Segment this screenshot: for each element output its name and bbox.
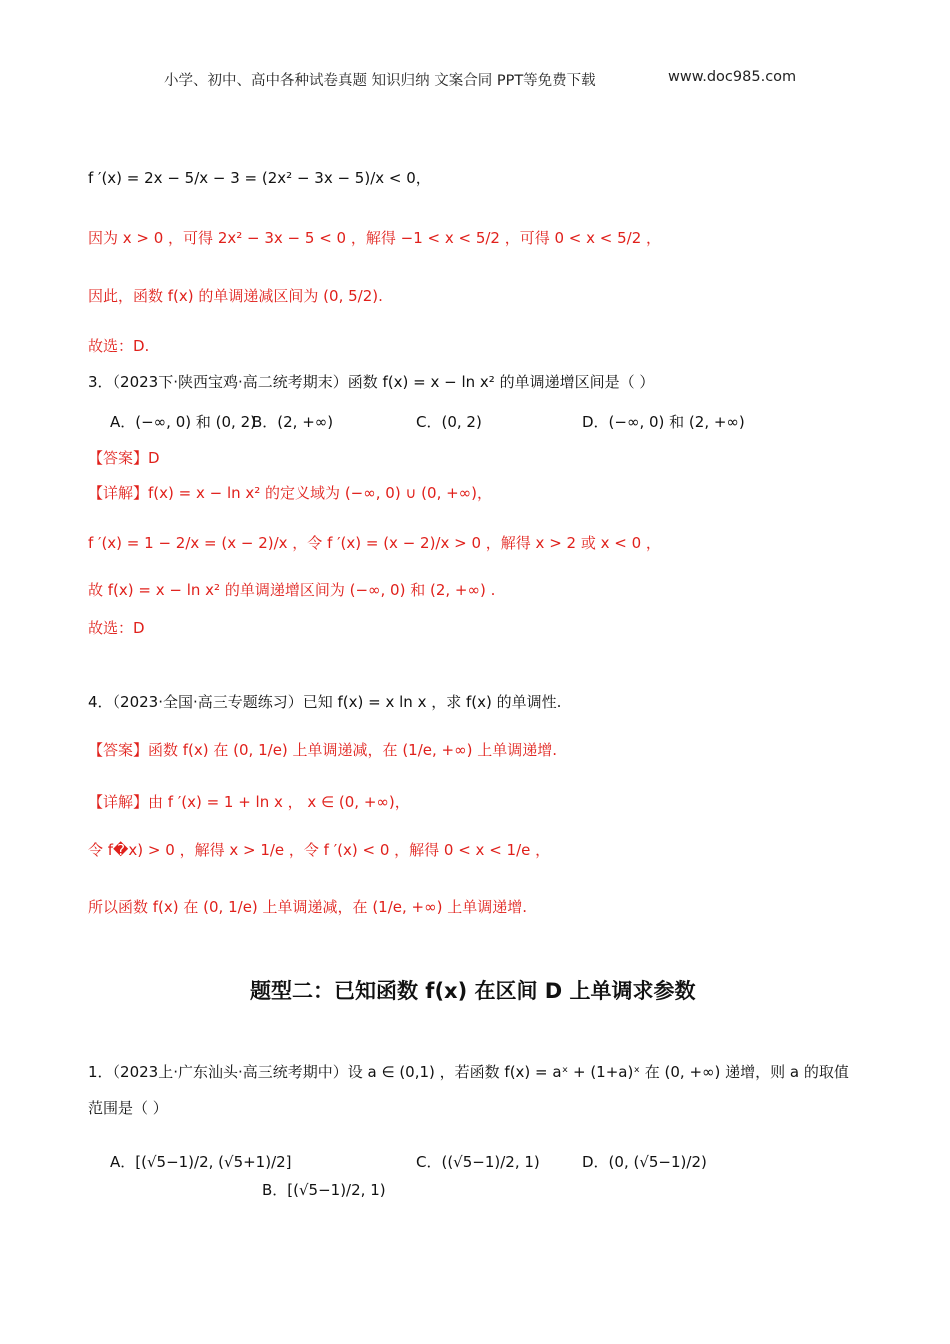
q3-option-c: C．(0, 2) — [416, 413, 482, 431]
q1-option-a: A．[(√5−1)/2, (√5+1)/2] — [110, 1153, 292, 1171]
q4-answer: 【答案】函数 f(x) 在 (0, 1/e) 上单调递减，在 (1/e, +∞) 上单调递增. — [88, 741, 557, 759]
therefore-line: 因此，函数 f(x) 的单调递减区间为 (0, 5/2). — [88, 287, 383, 305]
q3-detail-1: 【详解】f(x) = x − ln x² 的定义域为 (−∞, 0) ∪ (0, +∞)， — [88, 484, 493, 502]
q4-stem: 4．（2023·全国·高三专题练习）已知 f(x) = x ln x ，求 f(x) 的单调性. — [88, 693, 562, 711]
q1-stem-line2: 范围是（ ） — [88, 1099, 168, 1117]
choose-line: 故选：D. — [88, 337, 150, 355]
section-title: 题型二：已知函数 f(x) 在区间 D 上单调求参数 — [250, 979, 696, 1003]
q1-stem-line1: 1．（2023上·广东汕头·高三统考期中）设 a ∈ (0,1) ，若函数 f(x) = aˣ + (1+a)ˣ 在 (0, +∞) 递增，则 a 的取值 — [88, 1063, 849, 1081]
header-url[interactable]: www.doc985.com — [668, 69, 797, 85]
q4-detail-2: 令 f�x) > 0 ，解得 x > 1/e ，令 f ′(x) < 0 ，解得 0 < x < 1/e ， — [88, 841, 551, 859]
q3-answer: 【答案】D — [88, 449, 160, 467]
q3-detail-2: f ′(x) = 1 − 2/x = (x − 2)/x ，令 f ′(x) = (x − 2)/x > 0 ，解得 x > 2 或 x < 0 ， — [88, 534, 661, 552]
because-line: 因为 x > 0 ，可得 2x² − 3x − 5 < 0 ，解得 −1 < x < 5/2 ，可得 0 < x < 5/2 ， — [88, 229, 662, 247]
q1-option-c: C．((√5−1)/2, 1) — [416, 1153, 540, 1171]
q3-stem: 3．（2023下·陕西宝鸡·高二统考期末）函数 f(x) = x − ln x² 的单调递增区间是（ ） — [88, 373, 655, 391]
q4-detail-3: 所以函数 f(x) 在 (0, 1/e) 上单调递减，在 (1/e, +∞) 上单调递增. — [88, 898, 527, 916]
q3-option-b: B．(2, +∞) — [252, 413, 334, 431]
q3-option-d: D．(−∞, 0) 和 (2, +∞) — [582, 413, 745, 431]
derivative-line: f ′(x) = 2x − 5/x − 3 = (2x² − 3x − 5)/x < 0， — [88, 169, 431, 187]
q1-option-b: B．[(√5−1)/2, 1) — [262, 1181, 386, 1199]
q3-detail-3: 故 f(x) = x − ln x² 的单调递增区间为 (−∞, 0) 和 (2, +∞) . — [88, 581, 496, 599]
q3-choose: 故选：D — [88, 619, 145, 637]
q3-option-a: A．(−∞, 0) 和 (0, 2) — [110, 413, 256, 431]
q1-option-d: D．(0, (√5−1)/2) — [582, 1153, 707, 1171]
header-banner: 小学、初中、高中各种试卷真题 知识归纳 文案合同 PPT等免费下载 — [164, 73, 596, 89]
q4-detail-1: 【详解】由 f ′(x) = 1 + ln x ， x ∈ (0, +∞)， — [88, 793, 410, 811]
